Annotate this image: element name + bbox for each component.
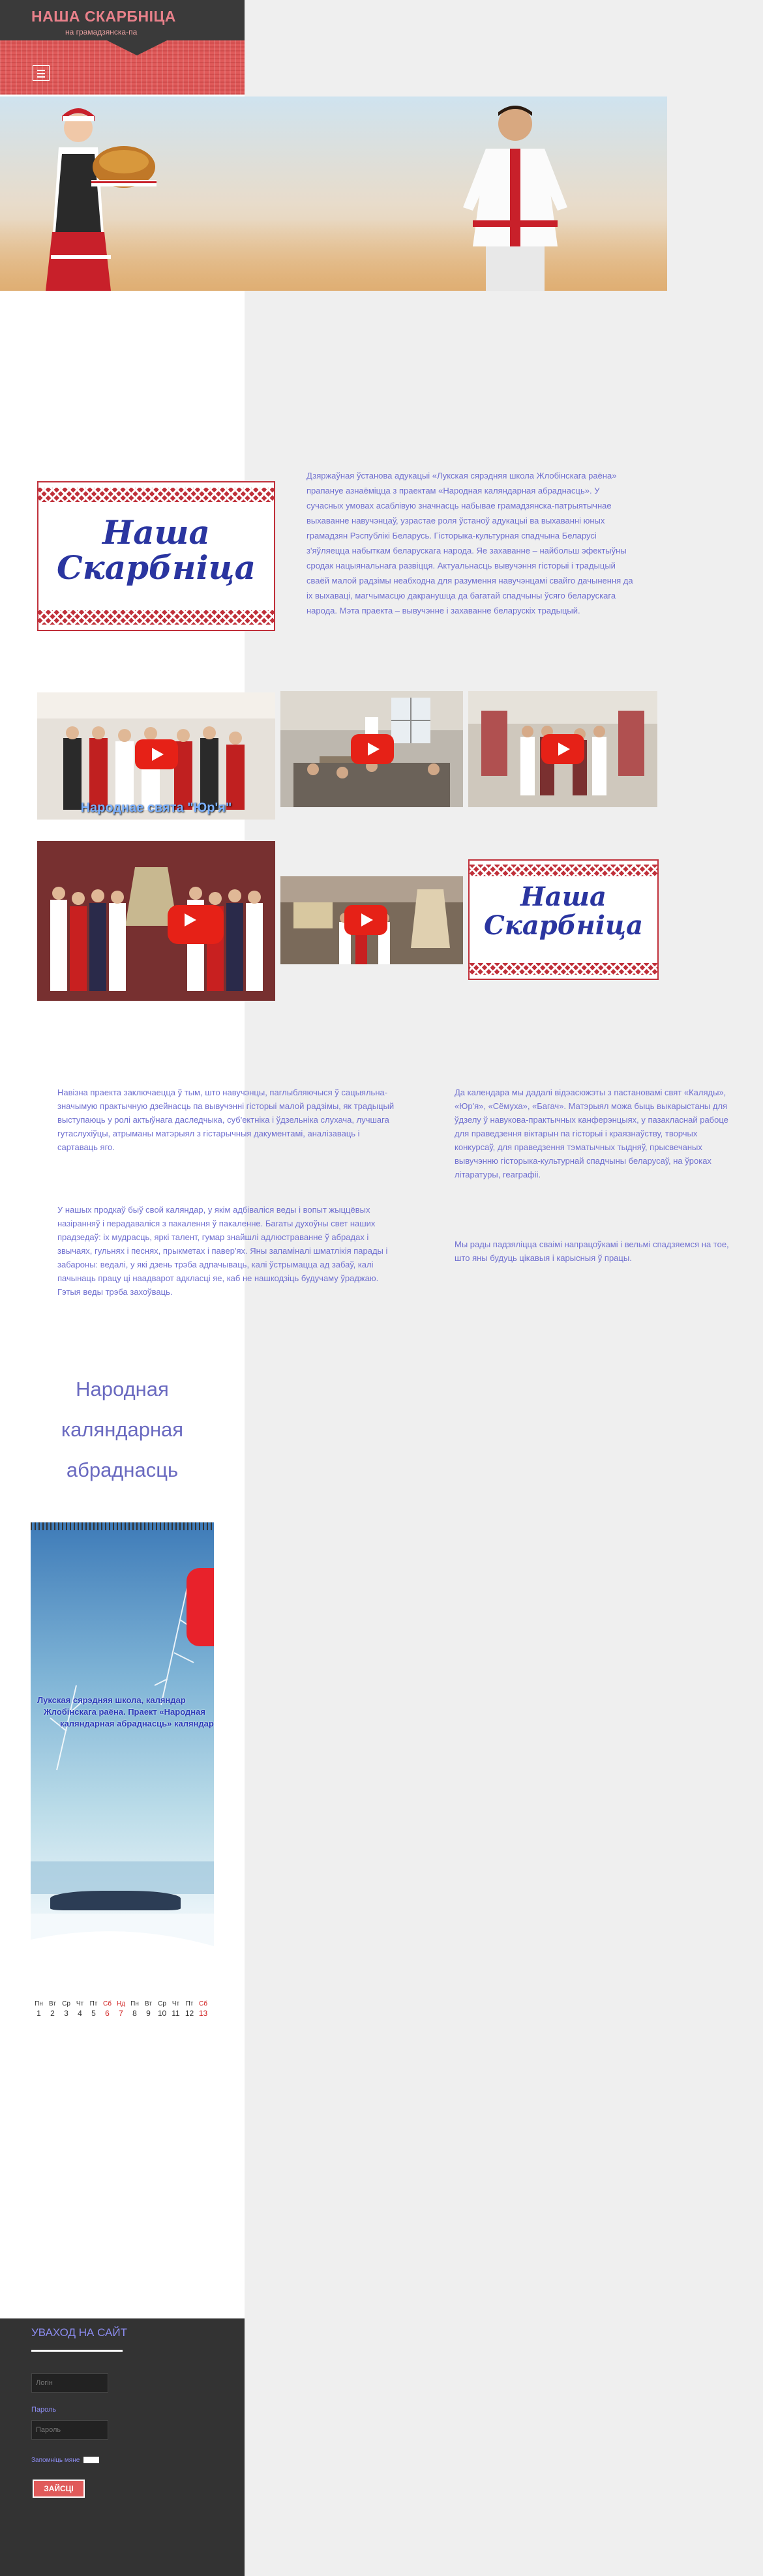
- calendar-weekday: Вт: [49, 2000, 56, 2007]
- play-icon[interactable]: [168, 905, 224, 944]
- calendar-weekday: Сб: [199, 2000, 207, 2007]
- password-label: Пароль: [31, 2406, 57, 2414]
- remember-me-checkbox[interactable]: [83, 2457, 99, 2463]
- calendar-weekday: Вт: [145, 2000, 152, 2007]
- calendar-days: [32, 2000, 215, 2018]
- calendar-day: 8: [132, 2009, 137, 2018]
- header-notch: [98, 36, 176, 55]
- calendar-weekday: Пт: [185, 2000, 194, 2007]
- calendar-day: 10: [157, 2009, 167, 2018]
- calendar-red-tab: [187, 1568, 214, 1646]
- calendar-day: 13: [198, 2009, 208, 2018]
- calendar-day: 1: [37, 2009, 41, 2018]
- play-icon[interactable]: [135, 739, 178, 769]
- calendar-day: 9: [146, 2009, 151, 2018]
- calendar-weekday: Сб: [103, 2000, 112, 2007]
- section-title-line1: Народная: [76, 1378, 169, 1400]
- calendar-weekday: Пн: [35, 2000, 43, 2007]
- video-thumbnail-1[interactable]: [37, 692, 275, 820]
- logo-ornament-bottom: [38, 610, 274, 625]
- article-paragraph-2: У нашых продкаў быў свой каляндар, у якім адбіваліся веды і вопыт жыццёвых назіранняў і перадаваліся з пакалення ў пакаленне. Багаты духоўны свет наших прадзедаў: іх мудрасць, яркі талент, гумар знайшлі адлюстраванне ў абрадах і звычаях, гульнях і песнях, прыкметах і павер'ях. Яны запаміналі шматлікія парады і забароны: ведалі, у які дзень трэба адпачываць, калі ўстрымацца ад забаў, калі пачынаць працу ці наадварот адкласці яе, каб не нашкодзіць будучаму ўраджаю. Гэтыя веды трэба захоўваць.: [57, 1205, 388, 1297]
- calendar-day: 3: [64, 2009, 68, 2018]
- calendar-weekday-row: [32, 2000, 215, 2007]
- boy-in-costume-image: [450, 96, 580, 291]
- video-caption: Народнае свята "Юр'я": [80, 801, 232, 815]
- calendar-weekday: Пт: [89, 2000, 98, 2007]
- logo-text-line2: Скарбніца: [483, 910, 644, 941]
- section-title-line3: абраднасць: [66, 1458, 179, 1481]
- hamburger-icon-line: [37, 73, 45, 74]
- calendar-image[interactable]: [31, 1522, 214, 2039]
- login-panel: [0, 2318, 245, 2576]
- calendar-day-row: [32, 2009, 215, 2018]
- logo-ornament-top: [470, 865, 657, 876]
- play-icon[interactable]: [344, 905, 387, 935]
- password-input[interactable]: [31, 2420, 108, 2440]
- article-paragraph-3: Да календара мы дадалі відэасюжэты з пастановамі свят «Каляды», «Юр'я», «Сёмуха», «Багач». Матэрыял можа быць выкарыстаны для ўдзелу ў навукова-практычных канферэнцыях, у пазакласнай рабоце для праведзення віктарын па гісторыі і краязнаўству, творчых конкурсаў, для праведзення тэматычных тыдняў, прысвечаных вывучэнню гісторыка-культурнай спадчыны беларусаў, на ўроках літаратуры, геаграфіі.: [455, 1088, 728, 1179]
- calendar-day: 2: [50, 2009, 55, 2018]
- video-thumbnail-3[interactable]: [468, 691, 657, 807]
- article-paragraph-1: Навізна праекта заключаецца ў тым, што навучэнцы, паглыбляючыся ў сацыяльна-значымую практычную дзейнасць па вывучэнні гісторыі малой радзімы, як традыцый выступаюць у ролі актыўнага даследчыка, суб'ектніка і ўдзельніка слухача, лучшага гутаслухіўцы, атрыманы матэрыял з гістарычныя дакументамі, аналізаваць і сартаваць яго.: [57, 1088, 395, 1152]
- site-title[interactable]: НАША СКАРБНІЦА: [31, 8, 176, 25]
- play-icon[interactable]: [541, 734, 584, 764]
- calendar-day: 4: [78, 2009, 82, 2018]
- login-title-underline: [31, 2350, 123, 2352]
- calendar-day: 11: [172, 2009, 180, 2018]
- project-logo-small[interactable]: [468, 859, 659, 980]
- calendar-weekday: Чт: [76, 2000, 84, 2007]
- calendar-weekday: Нд: [116, 2000, 126, 2007]
- project-logo: [37, 481, 275, 631]
- menu-toggle-button[interactable]: [33, 65, 50, 81]
- section-title-line2: каляндарная: [61, 1418, 184, 1441]
- calendar-bus: [50, 1891, 181, 1910]
- hero-banner: [0, 96, 667, 291]
- logo-text-line2: Скарбніца: [56, 548, 256, 587]
- intro-paragraph: Дзяржаўная ўстанова адукацыі «Лукская сярэдняя школа Жлобінскага раёна» прапануе азнаёміцца з праектам «Народная каляндарная абраднасць». У сучасных умовах асаблівую значнасць набывае грамадзянска-патрыятычнае выхаванне навучэнцаў, узрастае роля ўстаноў адукацыі ва выхаванні юных грамадзян Рэспублікі Беларусь. Гісторыка-культурная спадчына Беларусі з'яўляецца набыткам беларускага народа. Яе захаванне – найбольш эфектыўны сродак нацыянальнага развіцця. Актуальнасць вывучэння гісторыі і традыцый сваёй малой радзімы неабходна для разумення навучэнцамі свайго дачынення да іх выхаваці, магчымасцю дакранушца да багатай спадчыны ўсяго беларускага народа. Мэта праекта – вывучэнне і захаванне беларускіх традыцый.: [307, 471, 633, 615]
- video-thumbnail-4[interactable]: [37, 841, 275, 1001]
- calendar-weekday: Ср: [158, 2000, 166, 2007]
- girl-in-costume-image: [26, 102, 157, 291]
- login-input[interactable]: [31, 2373, 108, 2393]
- article-paragraph-4: Мы рады падзяліцца сваімі напрацоўкамі і вельмі спадзяемся на тое, што яны будуць цікавыя і карысныя ў працы.: [455, 1239, 729, 1263]
- video-thumbnail-5[interactable]: [280, 876, 463, 964]
- calendar-text-line3: каляндарная абраднасць» каляндар: [60, 1719, 214, 1728]
- remember-me[interactable]: [31, 2457, 99, 2464]
- calendar-weekday: Чт: [172, 2000, 180, 2007]
- remember-me-label: Запомніць мяне: [31, 2457, 80, 2464]
- site-header: [0, 0, 245, 95]
- logo-text-line1: Наша: [102, 513, 210, 552]
- logo-ornament-bottom: [470, 963, 657, 975]
- login-button[interactable]: ЗАЙСЦІ: [33, 2480, 85, 2498]
- play-icon[interactable]: [351, 734, 394, 764]
- hamburger-icon: [37, 70, 45, 71]
- calendar-text-line2: Жлобінскага раёна. Праект «Народная: [44, 1707, 205, 1717]
- site-subtitle: на грамадзянска-па: [65, 27, 138, 37]
- calendar-text-line1: Лукская сярэдняя школа, каляндар: [37, 1695, 186, 1705]
- calendar-day: 5: [91, 2009, 96, 2018]
- hamburger-icon-line: [37, 76, 45, 78]
- calendar-weekday: Пн: [130, 2000, 139, 2007]
- calendar-day: 7: [119, 2009, 123, 2018]
- video-scene-4: [37, 841, 275, 1001]
- calendar-day: 6: [105, 2009, 110, 2018]
- section-title: [39, 1369, 205, 1490]
- logo-text-line1: Наша: [520, 881, 606, 912]
- calendar-weekday: Ср: [62, 2000, 70, 2007]
- video-thumbnail-2[interactable]: [280, 691, 463, 807]
- calendar-day: 12: [185, 2009, 194, 2018]
- logo-ornament-top: [38, 488, 274, 502]
- login-title: УВАХОД НА САЙТ: [31, 2326, 127, 2339]
